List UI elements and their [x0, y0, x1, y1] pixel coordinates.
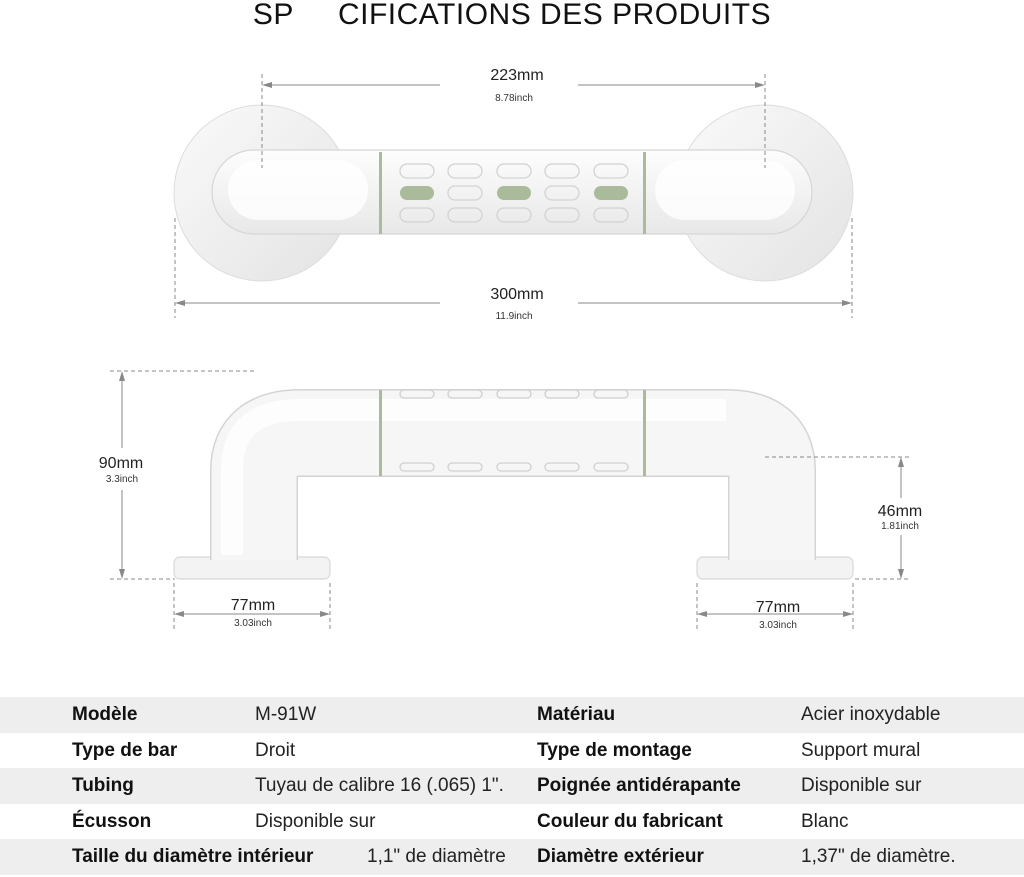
spec-value: Disponible sur: [255, 810, 376, 832]
spec-label: Couleur du fabricant: [537, 810, 723, 832]
side-grip-band-left: [379, 390, 382, 476]
spec-label: Taille du diamètre intérieur: [72, 846, 314, 868]
spec-value: Support mural: [801, 739, 921, 761]
spec-value: Tuyau de calibre 16 (.065) 1".: [255, 775, 504, 797]
product-diagram: [0, 40, 1024, 640]
table-row: [0, 804, 1024, 840]
top-view: [174, 67, 853, 322]
grip-band-right: [643, 152, 646, 234]
dim-clearance-inch: 1.81inch: [881, 521, 919, 532]
base-right: [697, 557, 853, 579]
dim-clearance-mm: 46mm: [877, 503, 923, 520]
dim-base-right-inch: 3.03inch: [759, 620, 797, 631]
spec-label: Poignée antidérapante: [537, 775, 741, 797]
spec-value: 1,1" de diamètre: [367, 846, 506, 868]
spec-value: 1,37" de diamètre.: [801, 846, 956, 868]
spec-value: Acier inoxydable: [801, 704, 941, 725]
title-left: SP: [252, 0, 294, 31]
spec-label: Écusson: [72, 810, 152, 832]
spec-table: [0, 697, 1024, 875]
base-left: [174, 557, 330, 579]
dim-base-left-mm: 77mm: [230, 597, 276, 614]
dim-base-right-mm: 77mm: [755, 599, 801, 616]
table-row: [0, 839, 1024, 875]
bar-highlight-right: [655, 160, 795, 220]
spec-value: M-91W: [255, 704, 317, 725]
side-grip-band-right: [643, 390, 646, 476]
table-row: [0, 697, 1024, 733]
spec-label: Type de bar: [72, 739, 178, 761]
dim-top-inch: 8.78inch: [495, 93, 533, 104]
title-right: CIFICATIONS DES PRODUITS: [337, 0, 772, 31]
spec-value: Disponible sur: [801, 775, 922, 797]
table-row: [0, 768, 1024, 804]
dim-top-mm: 223mm: [490, 67, 544, 84]
dim-height-inch: 3.3inch: [105, 474, 139, 485]
spec-label: Tubing: [72, 775, 134, 797]
spec-label: Diamètre extérieur: [537, 846, 704, 868]
spec-label: Type de montage: [537, 739, 692, 761]
dim-height-mm: 90mm: [98, 455, 144, 472]
spec-label: Matériau: [537, 704, 616, 725]
table-row: [0, 733, 1024, 769]
dim-total-inch: 11.9inch: [495, 311, 533, 322]
page-title: [0, 0, 1024, 30]
spec-label: Modèle: [72, 704, 138, 725]
spec-value: Blanc: [801, 810, 849, 832]
spec-value: Droit: [255, 739, 296, 761]
dim-base-left-inch: 3.03inch: [234, 618, 272, 629]
grip-band-left: [379, 152, 382, 234]
side-view: [99, 371, 922, 631]
dim-total-mm: 300mm: [490, 286, 544, 303]
bar-highlight: [228, 160, 368, 220]
